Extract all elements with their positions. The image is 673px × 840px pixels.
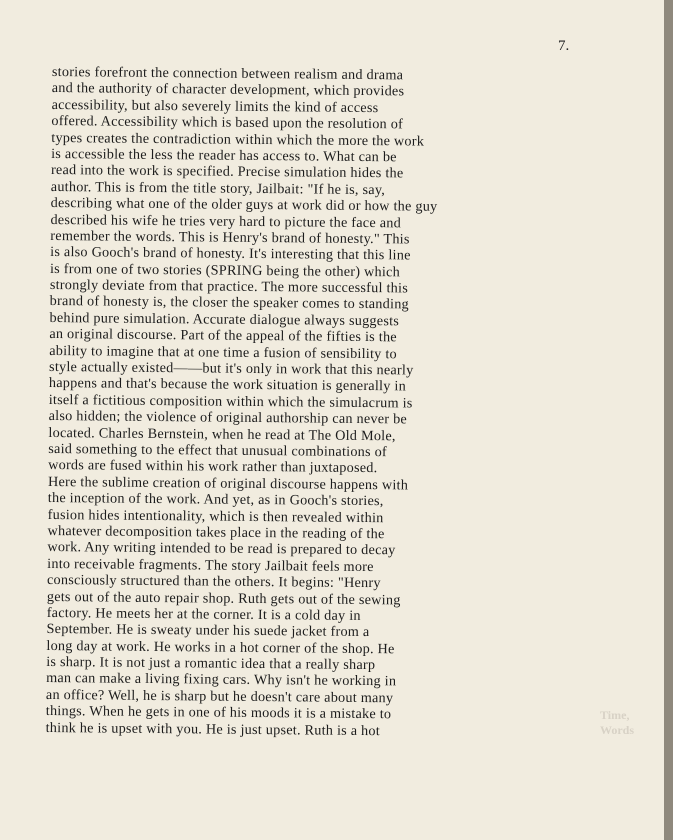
text-line: types creates the contradiction within which the more the work <box>51 129 425 150</box>
text-line: think he is upset with you. He is just upset. Ruth is a hot <box>45 719 381 739</box>
text-line: and the authority of character development, which provides <box>51 80 405 100</box>
text-line: described his wife he tries very hard to picture the face and <box>50 211 402 231</box>
text-line: the inception of the work. And yet, as in Gooch's stories, <box>47 490 384 510</box>
page-edge <box>664 0 673 840</box>
body-text <box>46 64 592 741</box>
text-line: accessibility, but also severely limits the kind of access <box>51 96 379 116</box>
bleed-through-text <box>600 708 660 738</box>
bleed-line: Time, <box>600 708 630 722</box>
text-line: is from one of two stories (SPRING being the other) which <box>49 260 401 281</box>
text-line: things. When he gets in one of his moods it is a mistake to <box>45 703 392 723</box>
text-line: whatever decomposition takes place in the reading of the <box>47 522 385 543</box>
text-line: long day at work. He works in a hot corner of the shop. He <box>46 637 395 657</box>
text-line: factory. He meets her at the corner. It is a cold day in <box>46 604 361 624</box>
text-line: read into the work is specified. Precise simulation hides the <box>50 162 404 182</box>
text-line: ability to imagine that at one time a fusion of sensibility to <box>49 342 397 362</box>
text-line: is sharp. It is not just a romantic idea that a really sharp <box>46 654 376 674</box>
text-line: consciously structured than the others. It begins: "Henry <box>46 572 381 592</box>
text-line: itself a fictitious composition within which the simulacrum is <box>48 391 413 412</box>
text-line: an office? Well, he is sharp but he doesn't care about many <box>45 686 394 707</box>
text-line: author. This is from the title story, Jailbait: "If he is, say, <box>50 178 386 198</box>
text-line: remember the words. This is Henry's brand of honesty." This <box>50 227 410 248</box>
text-line: stories forefront the connection between realism and drama <box>51 64 404 84</box>
text-line: fusion hides intentionality, which is then revealed within <box>47 506 384 526</box>
text-line: behind pure simulation. Accurate dialogue always suggests <box>49 309 400 330</box>
text-line: man can make a living fixing cars. Why isn't he working in <box>46 670 397 690</box>
bleed-line: Words <box>600 723 635 737</box>
text-line: work. Any writing intended to be read is prepared to decay <box>47 539 396 559</box>
text-line: also hidden; the violence of original authorship can never be <box>48 408 408 428</box>
text-line: style actually existed——but it's only in work that this nearly <box>49 359 414 379</box>
text-line: Here the sublime creation of original discourse happens with <box>47 473 409 494</box>
text-line: words are fused within his work rather than juxtaposed. <box>48 457 378 477</box>
text-line: happens and that's because the work situation is generally in <box>48 375 407 395</box>
text-line: describing what one of the older guys at work did or how the guy <box>50 195 438 215</box>
text-line: is accessible the less the reader has access to. What can be <box>51 145 397 166</box>
text-line: brand of honesty is, the closer the speaker comes to standing <box>49 293 409 313</box>
page-number: 7. <box>558 38 570 54</box>
text-line: strongly deviate from that practice. The more successful this <box>49 277 409 297</box>
text-line: offered. Accessibility which is based upon the resolution of <box>51 113 404 133</box>
text-line: located. Charles Bernstein, when he read at The Old Mole, <box>48 424 396 444</box>
text-line: September. He is sweaty under his suede jacket from a <box>46 621 370 641</box>
text-line: gets out of the auto repair shop. Ruth gets out of the sewing <box>46 588 401 608</box>
text-line: an original discourse. Part of the appeal of the fifties is the <box>49 326 397 346</box>
text-line: is also Gooch's brand of honesty. It's interesting that this line <box>50 244 411 264</box>
text-line: said something to the effect that unusual combinations of <box>48 440 388 461</box>
text-line: into receivable fragments. The story Jailbait feels more <box>47 555 374 575</box>
